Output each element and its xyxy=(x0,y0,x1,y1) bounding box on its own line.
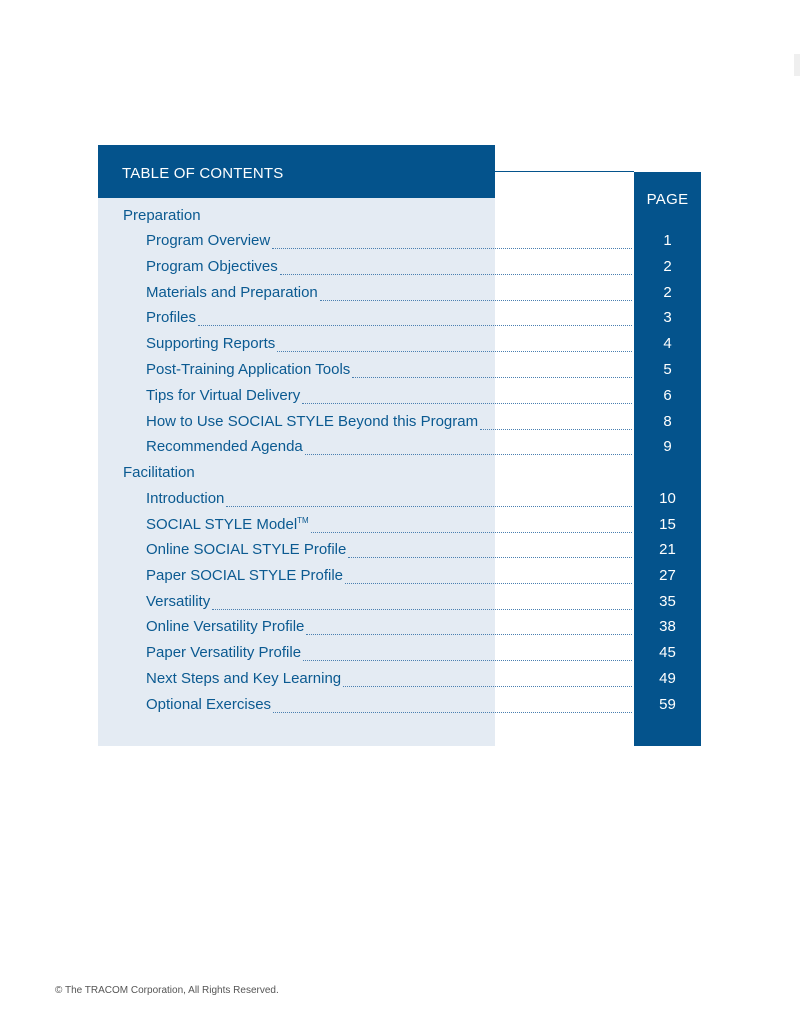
toc-entry-label: Paper Versatility Profile xyxy=(146,644,302,661)
toc-entry-label: Introduction xyxy=(146,490,225,507)
toc-page-number: 38 xyxy=(659,618,676,635)
toc-entry-paper-social-style-profile[interactable] xyxy=(146,567,632,587)
toc-entry-online-versatility-profile[interactable] xyxy=(146,618,632,638)
toc-entry-label: Program Overview xyxy=(146,232,271,249)
dot-leader xyxy=(226,505,632,507)
dot-leader xyxy=(302,402,632,404)
toc-page-number: 21 xyxy=(659,541,676,558)
toc-page-number: 5 xyxy=(663,361,672,378)
toc-page-number: 10 xyxy=(659,490,676,507)
toc-page-number: 9 xyxy=(663,438,672,455)
toc-page-number: 2 xyxy=(663,284,672,301)
toc-entry-label: Online Versatility Profile xyxy=(146,618,305,635)
toc-page-number: 3 xyxy=(663,309,672,326)
dot-leader xyxy=(212,608,632,610)
dot-leader xyxy=(306,633,632,635)
toc-entry-recommended-agenda[interactable] xyxy=(146,438,632,458)
toc-entry-label: Tips for Virtual Delivery xyxy=(146,387,301,404)
toc-entry-label: Supporting Reports xyxy=(146,335,276,352)
dot-leader xyxy=(345,582,632,584)
toc-entry-next-steps[interactable] xyxy=(146,670,632,690)
toc-entry-label: Optional Exercises xyxy=(146,696,272,713)
toc-title: TABLE OF CONTENTS xyxy=(122,165,284,182)
toc-entry-label: Materials and Preparation xyxy=(146,284,318,301)
toc-page-number: 1 xyxy=(663,232,672,249)
toc-entry-post-training-tools[interactable] xyxy=(146,361,632,381)
toc-page-number: 35 xyxy=(659,593,676,610)
toc-entry-social-style-model[interactable] xyxy=(146,516,632,536)
toc-page-number: 45 xyxy=(659,644,676,661)
dot-leader xyxy=(343,685,632,687)
toc-entry-label: Versatility xyxy=(146,593,211,610)
scrollbar-stub xyxy=(794,54,800,76)
toc-page-number: 59 xyxy=(659,696,676,713)
dot-leader xyxy=(303,659,632,661)
dot-leader xyxy=(311,531,632,533)
dot-leader xyxy=(352,376,632,378)
trademark-superscript: TM xyxy=(297,516,309,525)
dot-leader xyxy=(320,299,632,301)
section-title-preparation: Preparation xyxy=(123,207,201,224)
toc-page-number: 15 xyxy=(659,516,676,533)
toc-entry-program-overview[interactable] xyxy=(146,232,632,252)
toc-page-number: 6 xyxy=(663,387,672,404)
toc-entry-label xyxy=(146,516,311,533)
header-rule xyxy=(495,171,634,172)
toc-entry-versatility[interactable] xyxy=(146,593,632,613)
toc-entry-beyond-this-program[interactable] xyxy=(146,413,632,433)
toc-entry-label: Post-Training Application Tools xyxy=(146,361,351,378)
section-title-facilitation: Facilitation xyxy=(123,464,195,481)
toc-page-number: 49 xyxy=(659,670,676,687)
toc-entry-online-social-style-profile[interactable] xyxy=(146,541,632,561)
toc-entry-label: Next Steps and Key Learning xyxy=(146,670,342,687)
toc-entry-optional-exercises[interactable] xyxy=(146,696,632,716)
toc-entry-label-text: SOCIAL STYLE Model xyxy=(146,516,298,533)
toc-entry-label: Recommended Agenda xyxy=(146,438,303,455)
toc-page-number: 2 xyxy=(663,258,672,275)
toc-entry-supporting-reports[interactable] xyxy=(146,335,632,355)
dot-leader xyxy=(305,453,632,455)
toc-page-number: 4 xyxy=(663,335,672,352)
toc-page-number: 27 xyxy=(659,567,676,584)
dot-leader xyxy=(277,350,632,352)
toc-entry-materials-and-preparation[interactable] xyxy=(146,284,632,304)
toc-entry-profiles[interactable] xyxy=(146,309,632,329)
page-column-label: PAGE xyxy=(646,191,689,208)
toc-entry-paper-versatility-profile[interactable] xyxy=(146,644,632,664)
toc-entry-label: Online SOCIAL STYLE Profile xyxy=(146,541,347,558)
toc-entry-label: Profiles xyxy=(146,309,197,326)
toc-entry-label: Program Objectives xyxy=(146,258,278,275)
toc-entry-program-objectives[interactable] xyxy=(146,258,632,278)
toc-entry-introduction[interactable] xyxy=(146,490,632,510)
dot-leader xyxy=(480,428,632,430)
toc-header xyxy=(98,145,495,198)
copyright-footer: © The TRACOM Corporation, All Rights Reserved. xyxy=(55,985,279,996)
dot-leader xyxy=(198,324,632,326)
toc-entry-tips-virtual-delivery[interactable] xyxy=(146,387,632,407)
toc-entry-label: How to Use SOCIAL STYLE Beyond this Program xyxy=(146,413,479,430)
toc-page-number: 8 xyxy=(663,413,672,430)
dot-leader xyxy=(272,247,632,249)
toc-entry-label: Paper SOCIAL STYLE Profile xyxy=(146,567,344,584)
dot-leader xyxy=(280,273,632,275)
dot-leader xyxy=(348,556,632,558)
dot-leader xyxy=(273,711,632,713)
